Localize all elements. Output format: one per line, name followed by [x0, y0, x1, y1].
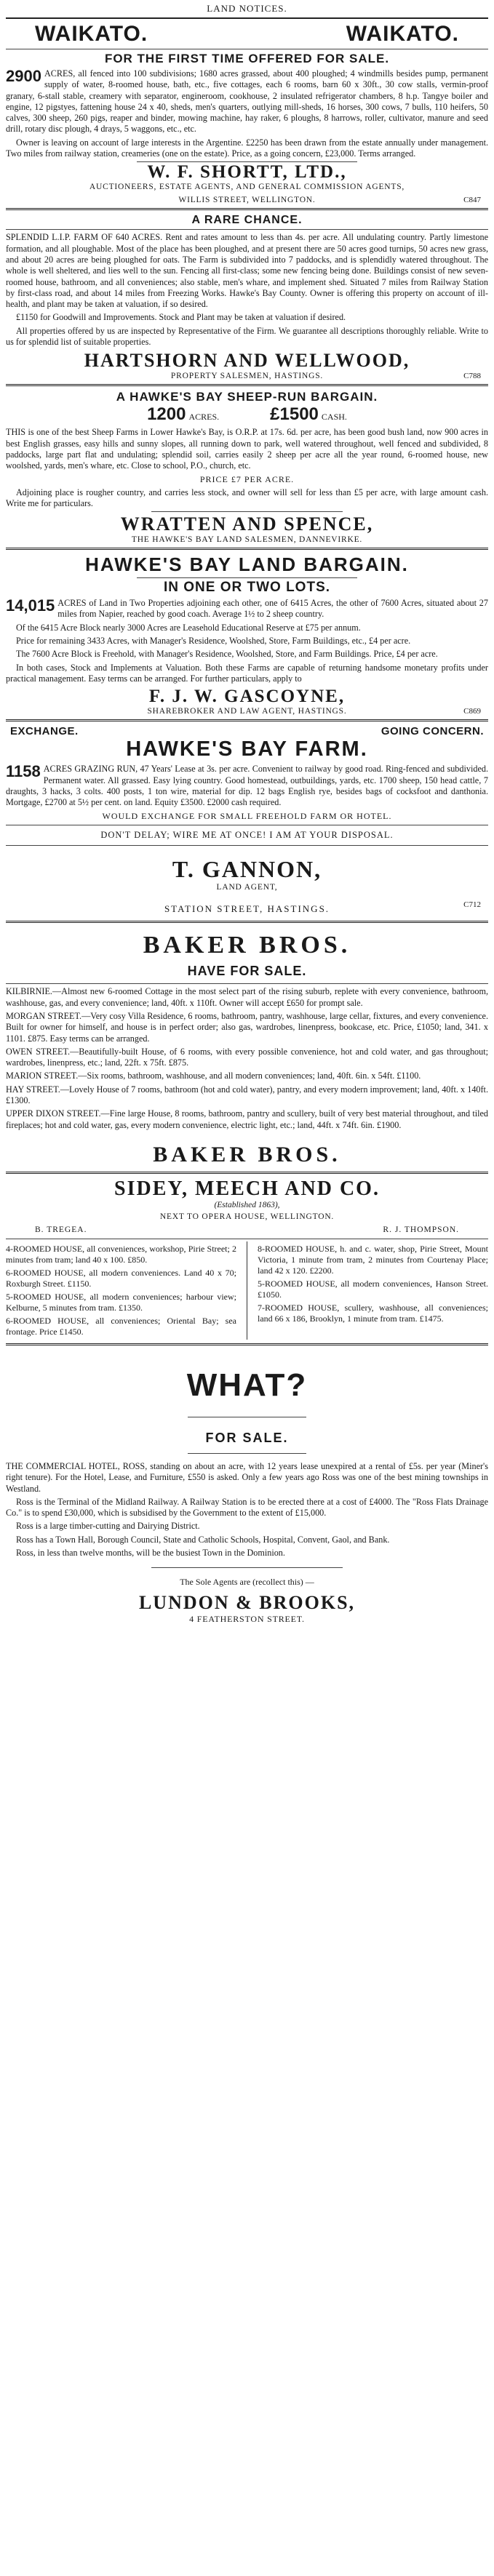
- ad-paragraph: ACRES, all fenced into 100 subdivisions; 1680 acres grassed, about 400 ploughed; 4 windmills besides pump, permanent supply of water, 8-roomed house, bath, etc., five cottages, each 6 rooms, barn 60 x 30ft., 30 cow stalls, vermin-proof granary, 6-stall stable, creamery with separator, engineroom, cookhouse, 2 insulated refrigerator chambers, 8 h.p. Tangye boiler and engine, 12 pigstyes, fattening house 24 x 40, sheds, men's quarters, outlying mill-sheds, 16 horses, 300 cows, 7 bulls, 110 heifers, 50 calves, 300 sheep, 260 pigs, reaper and binder, mowing machine, hay raker, 6 ploughs, 8 harrows, roller, cultivator, manure and seed drill, rotary disc plough, 4 drays, 5 waggons, etc., etc.: [6, 68, 488, 135]
- firm-name: BAKER BROS.: [143, 932, 351, 959]
- firm-name: F. J. W. GASCOYNE,: [148, 687, 346, 707]
- ad-paragraph: The 7600 Acre Block is Freehold, with Manager's Residence, Woolshed, Store, and Farm Buildings. Price, £4 per acre.: [16, 649, 438, 660]
- ad-paragraph: Of the 6415 Acre Block nearly 3000 Acres are Leasehold Educational Reserve at £75 per annum.: [16, 622, 361, 633]
- firm-description: SHAREBROKER AND LAW AGENT, HASTINGS.: [147, 707, 347, 716]
- ad-sheep-run: [6, 390, 488, 544]
- ad-paragraph: Adjoining place is rougher country, and carries less stock, and owner will sell for less than £5 per acre, with large amount cash. Write me for particulars.: [6, 487, 488, 508]
- agents-note: The Sole Agents are (recollect this) —: [180, 1577, 314, 1588]
- ad-label-right: GOING CONCERN.: [381, 725, 484, 738]
- list-item: 5-ROOMED HOUSE, all modern conveniences, Hanson Street. £1050.: [258, 1278, 488, 1300]
- ad-paragraph: ACRES GRAZING RUN, 47 Years' Lease at 3s. per acre. Convenient to railway by good road. Ring-fenced and subdivided. Permanent water. All grassed. Easy lying country. Good homestead, outbuildings, yards, etc. 1700 sheep, 150 head cattle, 7 draughts, 3 hacks, 3 colts. 400 posts, 1 ton wire, material for dip. 12 bags English rye, besides bags of cocksfoot and danthonia. Mortgage, £2700 at 5½ per cent. on land. Equity £3500. £2000 cash required.: [6, 764, 488, 808]
- firm-address: WILLIS STREET, WELLINGTON.: [178, 196, 316, 205]
- firm-description: LAND AGENT,: [216, 883, 278, 892]
- partner-name-right: R. J. THOMPSON.: [383, 1225, 459, 1234]
- ad-paragraph: ACRES of Land in Two Properties adjoining each other, one of 6415 Acres, the other of 7600 Acres, situated about 27 miles from Napier, reached by good coach. Average 1½ to 2 sheep country.: [57, 598, 488, 620]
- firm-name: LUNDON & BROOKS,: [138, 1592, 356, 1614]
- firm-address: STATION STREET, HASTINGS.: [164, 903, 330, 915]
- list-item: OWEN STREET.—Beautifully-built House, of 6 rooms, with every possible convenience, hot and cold water, and gas throughout; wardrobes, linenpress, etc.; land, 22ft. x 75ft. £875.: [6, 1046, 488, 1068]
- ad-body: [6, 764, 488, 808]
- divider: [151, 511, 343, 512]
- firm-name: HARTSHORN AND WELLWOOD,: [84, 350, 410, 372]
- firm-name: T. GANNON,: [172, 856, 322, 883]
- firm-name: W. F. SHORTT, LTD.,: [147, 162, 347, 183]
- divider: [6, 983, 488, 984]
- price-per-acre: PRICE £7 PER ACRE.: [199, 473, 295, 484]
- ad-paragraph: THIS is one of the best Sheep Farms in Lower Hawke's Bay, is O.R.P. at 17s. 6d. per acre, has been good bush land, now 900 acres in best English grasses, easy hills and sunny slopes, all running down to park, well watered throughout, well fenced and subdivided, 8 paddocks, large part flat and undulating; splendid soil, carries easily 2 sheep per acre all the year round, 6-roomed house, new woolshed, yards, men's whare, etc. Close to school, P.O., church, etc.: [6, 427, 488, 471]
- list-item: 5-ROOMED HOUSE, all modern conveniences; harbour view; Kelburne, 5 minutes from tram. £1350.: [6, 1291, 236, 1313]
- divider: [6, 229, 488, 230]
- firm-description: PROPERTY SALESMEN, HASTINGS.: [170, 372, 324, 381]
- ad-code: C869: [463, 707, 481, 716]
- list-item: MORGAN STREET.—Very cosy Villa Residence, 6 rooms, bathroom, pantry, washhouse, large cellar, fixtures, and every convenience. Built for owner for himself, and house is in perfect order; also gas, wardrobes, linenpress, bookcase, etc. Price, £1050; land, 341. x 1101. £875. Easy terms can be arranged.: [6, 1010, 488, 1044]
- divider: [6, 845, 488, 846]
- divider: [6, 17, 488, 19]
- ad-land-bargain: [6, 553, 488, 716]
- price-number: £1500: [270, 404, 319, 425]
- ad-body: [6, 68, 488, 135]
- firm-name: WRATTEN AND SPENCE,: [120, 513, 374, 535]
- divider: [6, 384, 488, 386]
- divider: [188, 1453, 306, 1454]
- list-item: 6-ROOMED HOUSE, all modern conveniences. Land 40 x 70; Roxburgh Street. £1150.: [6, 1267, 236, 1289]
- ad-waikato: [6, 22, 488, 204]
- ad-baker-bros: [6, 932, 488, 1167]
- divider: [151, 1567, 343, 1568]
- firm-name: SIDEY, MEECH AND CO.: [114, 1177, 380, 1200]
- ad-headline: FOR THE FIRST TIME OFFERED FOR SALE.: [104, 52, 390, 65]
- firm-description: AUCTIONEERS, ESTATE AGENTS, AND GENERAL COMMISSION AGENTS,: [89, 183, 405, 192]
- firm-name-footer: BAKER BROS.: [153, 1142, 341, 1167]
- ad-rare-chance: [6, 214, 488, 380]
- acres-label: ACRES.: [188, 412, 220, 423]
- ad-sidey-meech: [6, 1177, 488, 1340]
- ad-paragraph: Owner is leaving on account of large interests in the Argentine. £2250 has been drawn from the estate annually under management. Two miles from railway station, creameries (one on the estate). Price, as a going concern, £23,000. Terms arranged.: [6, 137, 488, 159]
- established-note: (Established 1863),: [214, 1200, 280, 1209]
- ad-what: [6, 1367, 488, 1625]
- listing-column-left: [6, 1241, 236, 1340]
- ad-paragraph: THE COMMERCIAL HOTEL, ROSS, standing on about an acre, with 12 years lease unexpired at a rental of £5s. per year (Miner's right tenure). For the Hotel, Lease, and Furniture, £550 is asked. Only a few years ago Ross was one of the best mining townships in Westland.: [6, 1460, 488, 1494]
- listing-list: [6, 986, 488, 1131]
- ad-subheadline: FOR SALE.: [205, 1430, 289, 1445]
- firm-address: NEXT TO OPERA HOUSE, WELLINGTON.: [159, 1212, 335, 1221]
- list-item: HAY STREET.—Lovely House of 7 rooms, bathroom (hot and cold water), pantry, and every modern improvement; land, 40ft. x 140ft. £1300.: [6, 1084, 488, 1106]
- ad-paragraph: Price for remaining 3433 Acres, with Manager's Residence, Woolshed, Store, Farm Buildings, etc., £4 per acre.: [16, 636, 411, 647]
- ad-label-left: EXCHANGE.: [10, 725, 79, 738]
- price-line: [6, 404, 488, 425]
- ad-paragraph: SPLENDID L.I.P. FARM OF 640 ACRES. Rent and rates amount to less than 4s. per acre. All undulating country. Partly limestone formation, and all ploughable. Most of the place has been ploughed, and at present there are 50 acres good turnips, 50 acres new grass, and about 20 acres are being ploughed for oats. The Farm is subdivided into 7 paddocks, and is splendidly watered throughout. The whole is well sheltered, and lies well to the sun. Fencing all first-class; some new fencing being done. Buildings consist of new seven-roomed house, bathroom, and all conveniences; also stable, men's whare, and implement shed. Situated 7 miles from Railway Station by first-class road, and about 14 miles from Freezing Works. Hawke's Bay County. Owner is offering this property on account of ill-health, and plant may be taken at valuation, if so desired.: [6, 232, 488, 310]
- divider: [6, 719, 488, 721]
- lead-number: 1158: [6, 762, 41, 781]
- divider: [6, 1343, 488, 1345]
- lead-number: 2900: [6, 67, 41, 85]
- divider: [6, 208, 488, 210]
- ad-paragraph: Ross is the Terminal of the Midland Railway. A Railway Station is to be erected there at a cost of £4000. The "Ross Flats Drainage Co." is to spend £30,000, which is subsidised by the Government to the extent of £15,000.: [6, 1496, 488, 1519]
- ad-headline: HAWKE'S BAY FARM.: [126, 737, 368, 761]
- listing-column-right: [258, 1241, 488, 1340]
- ad-paragraph: In both cases, Stock and Implements at Valuation. Both these Farms are capable of returning handsome monetary profits under practical management. Easy terms can be arranged. For further particulars, apply to: [6, 662, 488, 684]
- section-header: LAND NOTICES.: [207, 3, 287, 14]
- ad-subheadline: HAVE FOR SALE.: [187, 964, 307, 979]
- ad-paragraph: Ross has a Town Hall, Borough Council, State and Catholic Schools, Hospital, Convent, Gaol, and Bank.: [16, 1534, 390, 1545]
- lead-number: 14,015: [6, 596, 55, 615]
- list-item: 6-ROOMED HOUSE, all conveniences; Oriental Bay; sea frontage. Price £1450.: [6, 1315, 236, 1337]
- ad-title-right: WAIKATO.: [346, 22, 459, 46]
- price-label: CASH.: [321, 412, 347, 423]
- listing-columns: [6, 1241, 488, 1340]
- ad-headline: HAWKE'S BAY LAND BARGAIN.: [85, 553, 409, 576]
- ad-paragraph: Ross, in less than twelve months, will be the busiest Town in the Dominion.: [16, 1548, 285, 1559]
- list-item: MARION STREET.—Six rooms, bathroom, washhouse, and all modern conveniences; land, 40ft. 6in. x 54ft. £1100.: [6, 1071, 421, 1081]
- firm-description: THE HAWKE'S BAY LAND SALESMEN, DANNEVIRKE.: [131, 535, 363, 545]
- ad-paragraph: £1150 for Goodwill and Improvements. Stock and Plant may be taken at valuation if desired.: [16, 312, 346, 323]
- ad-headline: WHAT?: [186, 1367, 308, 1403]
- ad-headline: A RARE CHANCE.: [191, 214, 303, 227]
- ad-body: [6, 598, 488, 620]
- ad-headline: A HAWKE'S BAY SHEEP-RUN BARGAIN.: [116, 390, 378, 404]
- ad-code: C712: [463, 900, 481, 910]
- divider: [137, 577, 357, 578]
- list-item: KILBIRNIE.—Almost new 6-roomed Cottage in the most select part of the rising suburb, replete with every convenience, bathroom, washhouse, gas, and every convenience; land, 40ft. x 110ft. Owner will accept £650 for prompt sale.: [6, 986, 488, 1008]
- list-item: 7-ROOMED HOUSE, scullery, washhouse, all conveniences; land 66 x 186, Brooklyn, 1 minute from tram. £1475.: [258, 1302, 488, 1324]
- ad-paragraph: Ross is a large timber-cutting and Dairying District.: [16, 1521, 200, 1532]
- list-item: 4-ROOMED HOUSE, all conveniences, workshop, Pirie Street; 2 minutes from tram; land 40 x 100. £850.: [6, 1243, 236, 1265]
- ad-code: C847: [463, 196, 481, 205]
- partner-name-left: B. TREGEA.: [35, 1225, 87, 1234]
- divider: [6, 921, 488, 923]
- divider: [6, 548, 488, 550]
- list-item: UPPER DIXON STREET.—Fine large House, 8 rooms, bathroom, pantry and scullery, built of very best material throughout, and tiled fireplaces; hot and cold water, gas, every modern convenience, electric light, etc.; land, 44ft. x 74ft. 6in. £1900.: [6, 1108, 488, 1130]
- ad-subheadline: IN ONE OR TWO LOTS.: [163, 580, 331, 596]
- ad-title-left: WAIKATO.: [35, 22, 148, 46]
- ad-hawkes-bay-farm: [6, 725, 488, 915]
- ad-code: C788: [463, 372, 481, 381]
- divider: [6, 1172, 488, 1174]
- exchange-note: WOULD EXCHANGE FOR SMALL FREEHOLD FARM OR HOTEL.: [102, 811, 392, 822]
- ad-paragraph: All properties offered by us are inspected by Representative of the Firm. We guarantee all descriptions thoroughly reliable. Write to us for splendid list of suitable properties.: [6, 325, 488, 348]
- firm-address: 4 FEATHERSTON STREET.: [189, 1614, 305, 1625]
- list-item: 8-ROOMED HOUSE, h. and c. water, shop, Pirie Street, Mount Victoria, 1 minute from tram, 2 minutes from Courtenay Place; land 42 x 120. £2200.: [258, 1243, 488, 1276]
- acres-number: 1200: [147, 404, 186, 425]
- call-to-action: DON'T DELAY; WIRE ME AT ONCE! I AM AT YOUR DISPOSAL.: [100, 830, 394, 841]
